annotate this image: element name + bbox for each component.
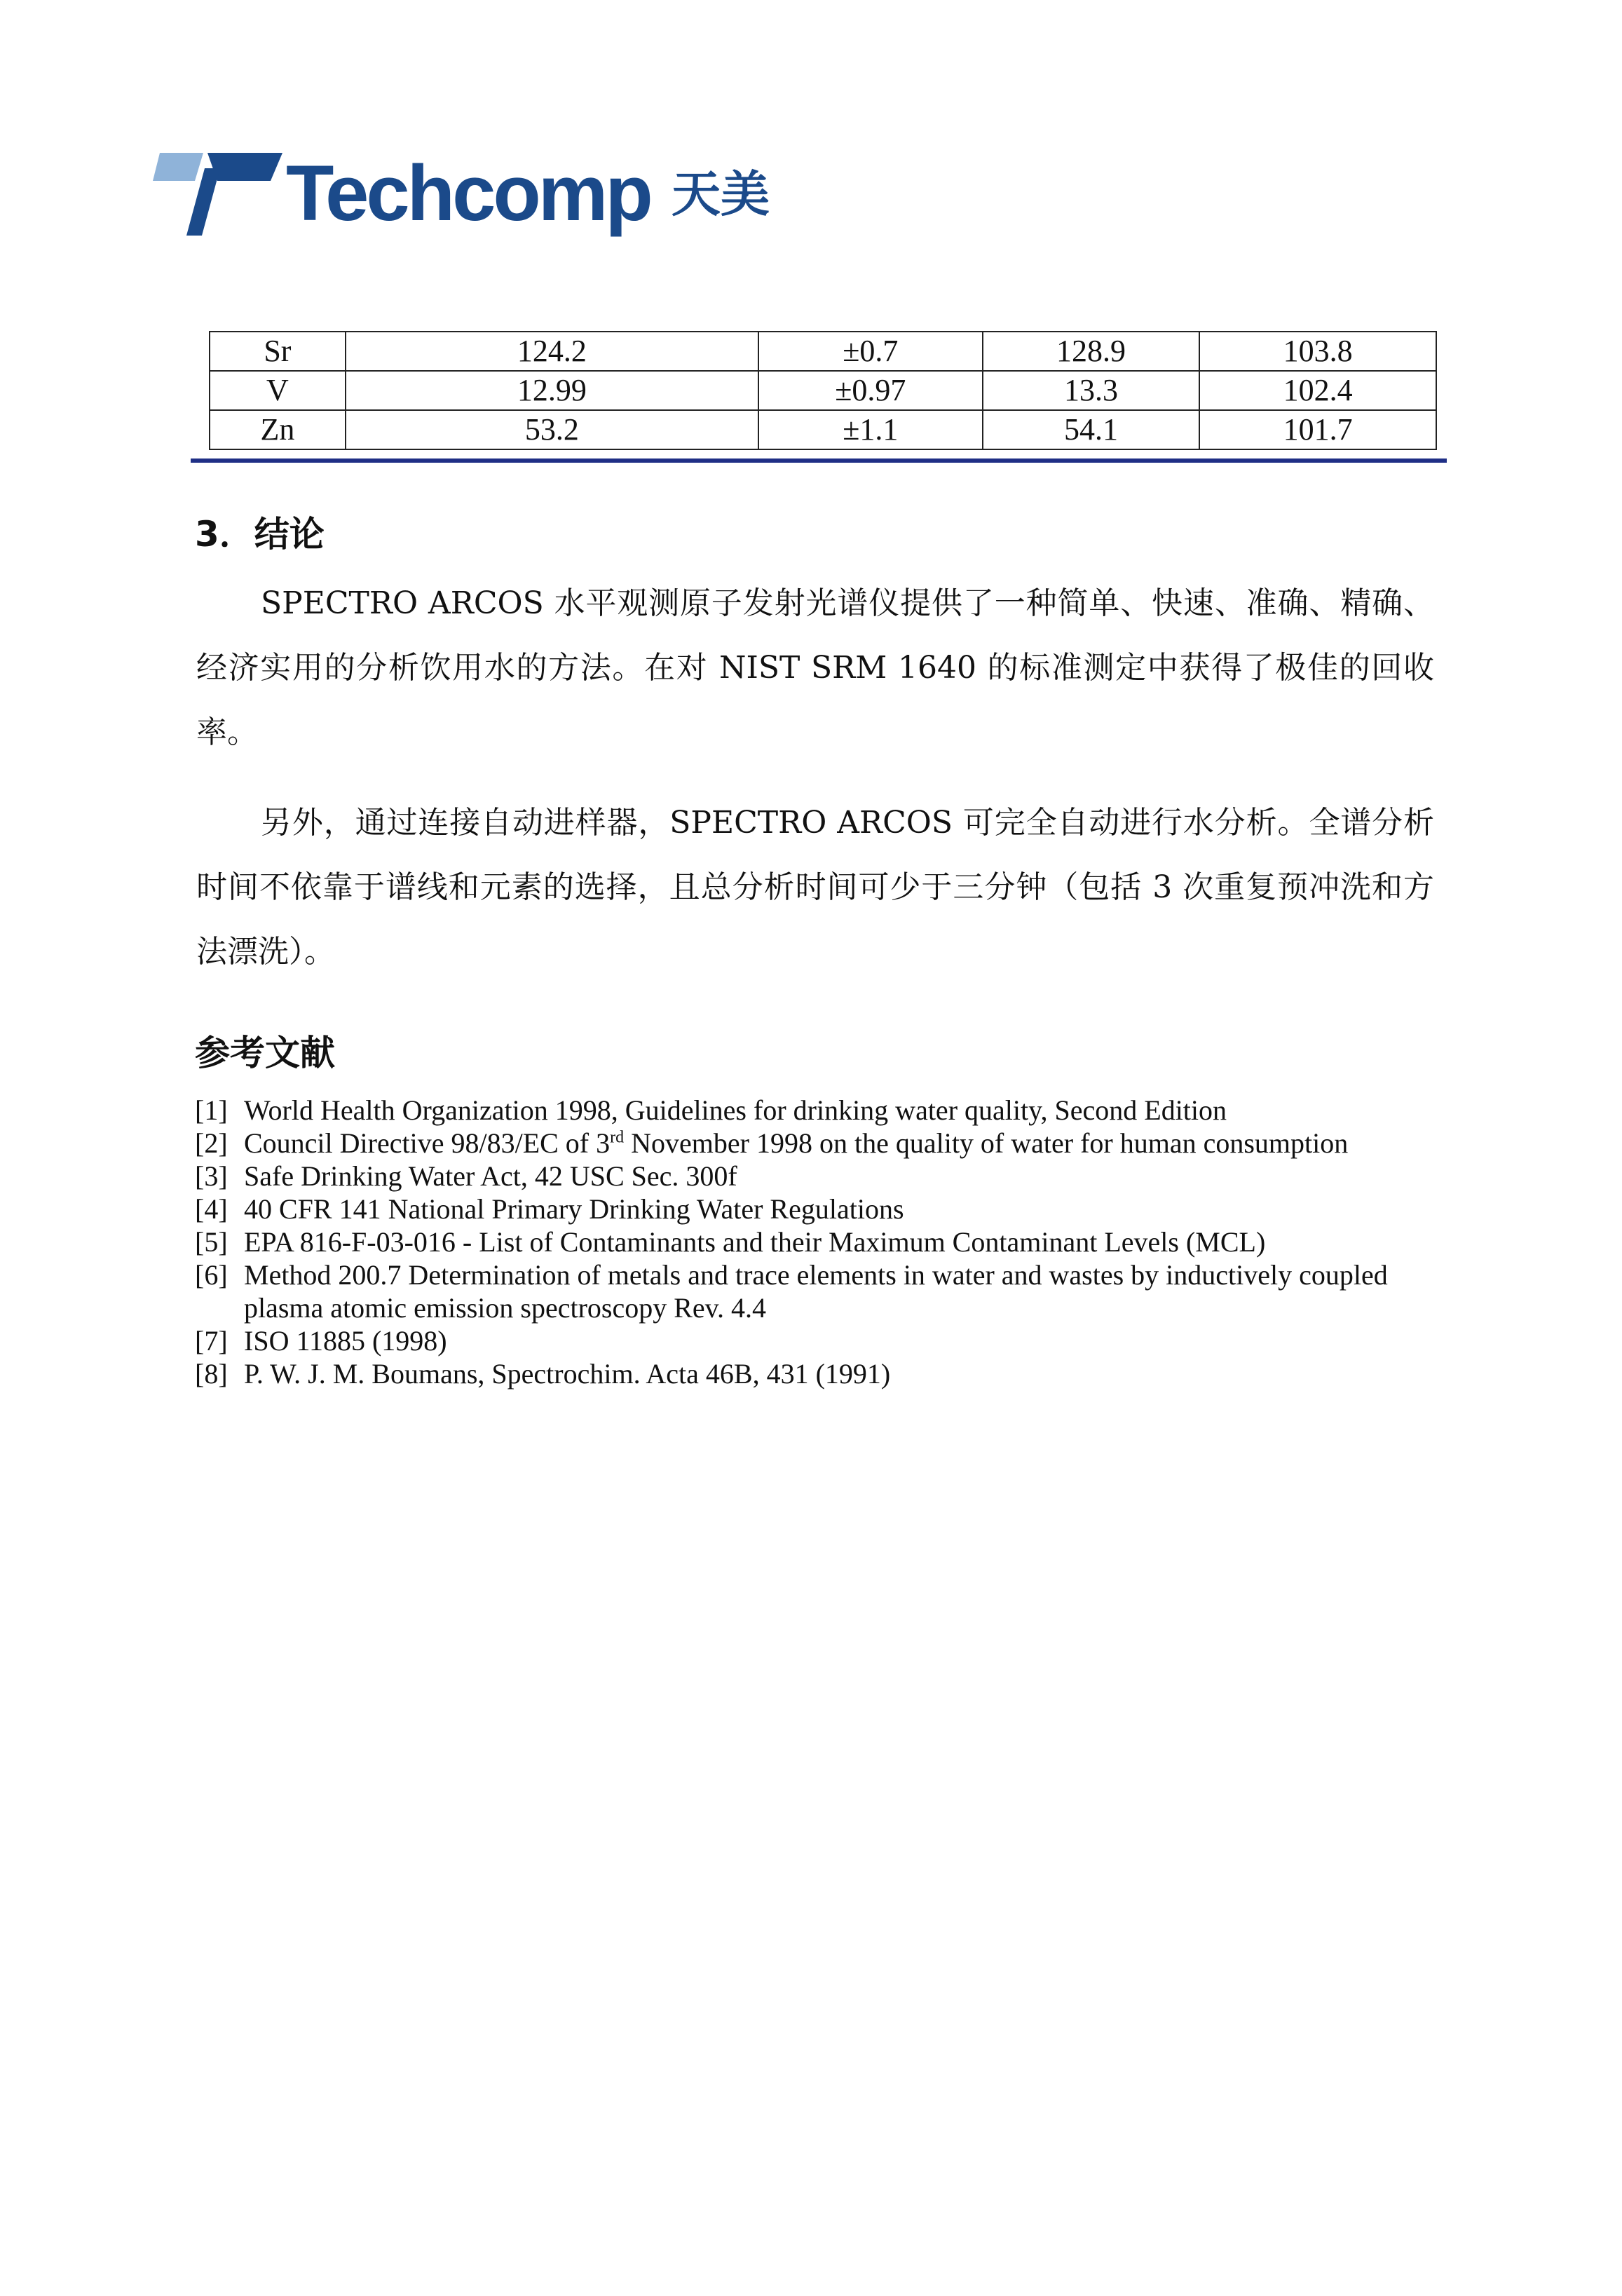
reference-text: Method 200.7 Determination of metals and trace elements in water and wastes by inductively coupled plasma atomic emission spectroscopy Rev. 4.4 [244,1259,1388,1324]
reference-text: Safe Drinking Water Act, 42 USC Sec. 300f [244,1160,737,1192]
reference-superscript: rd [610,1128,625,1147]
table-cell: Sr [210,332,346,371]
table-cell: 12.99 [346,371,758,410]
reference-number: [7] [195,1325,228,1357]
logo-chinese-text: 天美 [672,165,770,223]
table-cell: 53.2 [346,410,758,449]
table-cell: 101.7 [1199,410,1436,449]
table-cell: Zn [210,410,346,449]
reference-item [195,1225,1443,1258]
references-heading: 参考文献 [195,1033,335,1073]
reference-number: [2] [195,1127,228,1159]
table-row [210,371,1436,410]
table-bottom-rule [191,458,1447,463]
reference-text [244,1127,1443,1160]
results-table [209,331,1437,450]
reference-item [195,1258,1443,1324]
conclusion-paragraph: SPECTRO ARCOS 水平观测原子发射光谱仪提供了一种简单、快速、准确、精确、经济实用的分析饮用水的方法。在对 NIST SRM 1640 的标准测定中获得了极佳的回收率。 [196,585,1434,750]
reference-item [195,1127,1443,1160]
table-cell: ±0.97 [758,371,983,410]
reference-number: [1] [195,1094,228,1126]
table-cell: 128.9 [983,332,1200,371]
reference-list [195,1094,1443,1390]
table-cell: 54.1 [983,410,1200,449]
table-cell: 13.3 [983,371,1200,410]
table-cell: 103.8 [1199,332,1436,371]
reference-number: [8] [195,1358,228,1390]
reference-number: [4] [195,1193,228,1225]
reference-item [195,1357,1443,1390]
reference-text: EPA 816-F-03-016 - List of Contaminants and their Maximum Contaminant Levels (MCL) [244,1226,1266,1258]
reference-text: World Health Organization 1998, Guidelines for drinking water quality, Second Edition [244,1094,1227,1126]
table-cell: ±1.1 [758,410,983,449]
reference-number: [3] [195,1160,228,1192]
table-row [210,410,1436,449]
table-row [210,332,1436,371]
table-cell: V [210,371,346,410]
reference-text-part: November 1998 on the quality of water for human consumption [624,1127,1349,1159]
reference-item [195,1193,1443,1225]
logo-brand-text: Techcomp [286,149,650,237]
reference-text: 40 CFR 141 National Primary Drinking Water Regulations [244,1193,904,1225]
reference-text: ISO 11885 (1998) [244,1325,447,1357]
reference-text: P. W. J. M. Boumans, Spectrochim. Acta 46B, 431 (1991) [244,1358,891,1390]
table-cell: 102.4 [1199,371,1436,410]
reference-number: [5] [195,1226,228,1258]
reference-item [195,1094,1443,1127]
conclusion-heading: 3．结论 [195,514,325,555]
techcomp-t-icon [153,149,282,240]
reference-item [195,1160,1443,1193]
conclusion-paragraph: 另外，通过连接自动进样器，SPECTRO ARCOS 可完全自动进行水分析。全谱分析时间不依靠于谱线和元素的选择，且总分析时间可少于三分钟（包括 3 次重复预冲洗和方法漂洗）。 [196,805,1434,970]
reference-text-part: Council Directive 98/83/EC of 3 [244,1127,611,1159]
table-cell: ±0.7 [758,332,983,371]
reference-number: [6] [195,1259,228,1291]
techcomp-logo [153,149,784,240]
reference-item [195,1324,1443,1357]
table-cell: 124.2 [346,332,758,371]
